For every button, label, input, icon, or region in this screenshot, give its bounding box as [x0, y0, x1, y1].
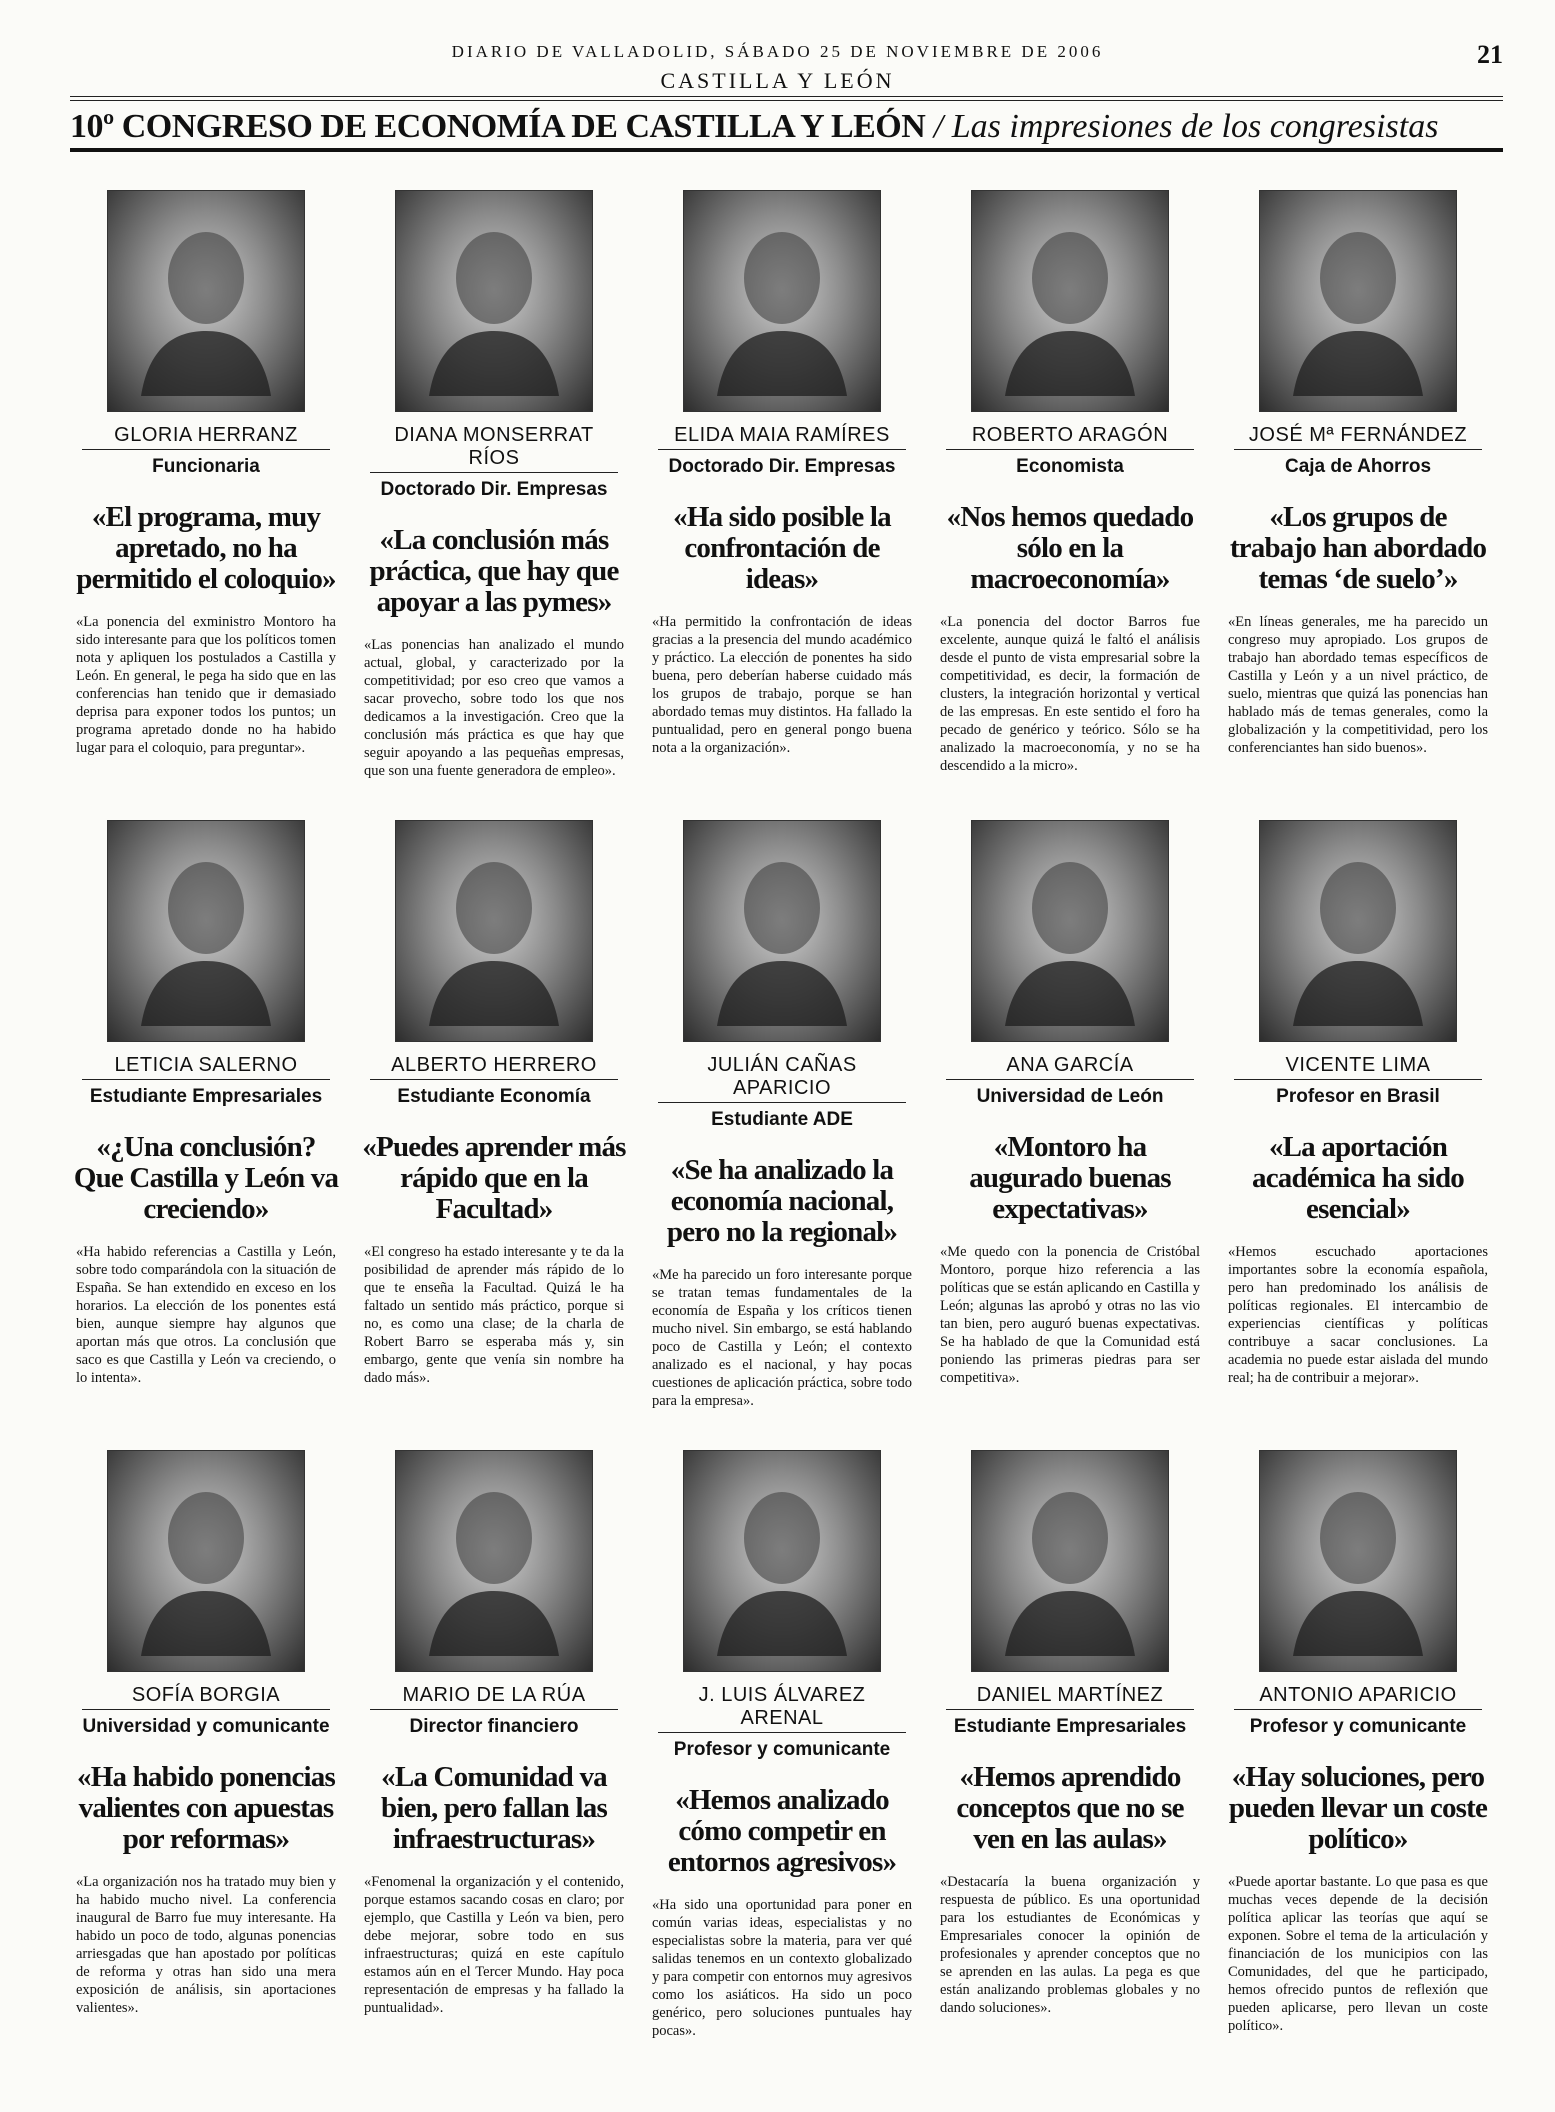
- pull-quote: «Hemos aprendido conceptos que no se ven en las aulas»: [956, 1761, 1184, 1855]
- portrait-photo: [1259, 190, 1457, 412]
- interview-text: «Ha sido una oportunidad para poner en común varias ideas, especialistas y no especialistas sobre la materia, para ver qué salidas tenemos en un contexto globalizado y para competir con entornos muy agresivos como los asiáticos. Ha sido un poco genérico, pero soluciones puntuales hay pocas».: [652, 1897, 912, 2039]
- interview-text: «La organización nos ha tratado muy bien y ha habido mucho nivel. La conferencia inaugural de Barro fue muy interesante. Ha habido un poco de todo, algunas ponencias arriesgadas que han apostado por políticas de reforma y otras han sido una mera exposición de análisis, sin aportaciones valientes».: [76, 1874, 336, 2016]
- person-role: Profesor en Brasil: [1276, 1086, 1440, 1107]
- person-name: DANIEL MARTÍNEZ: [946, 1684, 1194, 1710]
- interview-text: «Destacaría la buena organización y respuesta de público. Es una oportunidad para los estudiantes de Económicas y Empresariales conocer la opinión de profesionales y aprender conceptos que no se aprenden en las aulas. La pega es que están analizando problemas globales y no dando soluciones».: [940, 1874, 1200, 2016]
- person-name: ANTONIO APARICIO: [1234, 1684, 1482, 1710]
- person-silhouette-icon: [131, 1466, 281, 1656]
- person-role: Caja de Ahorros: [1284, 456, 1432, 477]
- portrait-photo: [683, 820, 881, 1042]
- portrait-photo: [683, 190, 881, 412]
- pull-quote: «Ha habido ponencias valientes con apuestas por reformas»: [77, 1761, 335, 1855]
- profile-card: [350, 810, 638, 1440]
- person-name: MARIO DE LA RÚA: [370, 1684, 618, 1710]
- person-silhouette-icon: [419, 206, 569, 396]
- pull-quote: «La aportación académica ha sido esencial»: [1252, 1131, 1464, 1225]
- person-silhouette-icon: [1283, 206, 1433, 396]
- pull-quote: «¿Una conclusión? Que Castilla y León va creciendo»: [73, 1131, 339, 1225]
- person-silhouette-icon: [131, 836, 281, 1026]
- section-title: CASTILLA Y LEÓN: [660, 68, 895, 93]
- section-banner: [70, 108, 1503, 146]
- profile-card: [926, 810, 1214, 1440]
- portrait-photo: [107, 1450, 305, 1672]
- person-name: J. LUIS ÁLVAREZ ARENAL: [658, 1684, 906, 1733]
- person-name: SOFÍA BORGIA: [82, 1684, 330, 1710]
- profile-card: [926, 180, 1214, 810]
- profile-card: [62, 1440, 350, 2070]
- person-name: ALBERTO HERRERO: [370, 1054, 618, 1080]
- portrait-photo: [971, 1450, 1169, 1672]
- person-role: Funcionaria: [152, 456, 260, 477]
- pull-quote: «La conclusión más práctica, que hay que apoyar a las pymes»: [369, 524, 619, 618]
- masthead: [70, 42, 1485, 94]
- profiles-grid: [62, 180, 1502, 2080]
- person-role: Director financiero: [409, 1716, 579, 1737]
- interview-text: «Ha habido referencias a Castilla y León, sobre todo comparándola con la situación de España. Se han extendido en exceso en los horarios. La elección de los ponentes está bien, aunque siempre hay algunos que aportan más que otros. La conclusión que saco es que Castilla y León va creciendo, o lo intenta».: [76, 1244, 336, 1386]
- interview-text: «El congreso ha estado interesante y te da la posibilidad de aprender más rápido de lo que te enseña la Facultad. Quizá le ha faltado un sentido más práctico, porque si no, es como una clase; de la charla de Robert Barro se esperaba más y, sin embargo, gente que venía sin nombre ha dado más».: [364, 1244, 624, 1386]
- pull-quote: «Hay soluciones, pero pueden llevar un coste político»: [1228, 1761, 1488, 1855]
- person-role: Profesor y comunicante: [673, 1739, 891, 1760]
- portrait-photo: [1259, 1450, 1457, 1672]
- person-role: Estudiante Empresariales: [89, 1086, 323, 1107]
- portrait-photo: [971, 190, 1169, 412]
- person-silhouette-icon: [995, 836, 1145, 1026]
- portrait-photo: [971, 820, 1169, 1042]
- person-role: Universidad y comunicante: [82, 1716, 330, 1737]
- person-silhouette-icon: [419, 1466, 569, 1656]
- header-rule-thin: [70, 100, 1503, 101]
- person-role: Estudiante Empresariales: [953, 1716, 1187, 1737]
- person-silhouette-icon: [1283, 1466, 1433, 1656]
- interview-text: «La ponencia del exministro Montoro ha sido interesante para que los políticos tomen nota y apliquen los postulados a Castilla y León. En general, le pega ha sido que en las conferencias han tenido que ir demasiado deprisa para exponer todos los puntos; un programa apretado donde no ha habido lugar para el coloquio, para preguntar».: [76, 614, 336, 756]
- profile-card: [350, 180, 638, 810]
- person-role: Profesor y comunicante: [1249, 1716, 1467, 1737]
- profile-card: [62, 810, 350, 1440]
- portrait-photo: [107, 820, 305, 1042]
- person-silhouette-icon: [995, 1466, 1145, 1656]
- pull-quote: «Hemos analizado cómo competir en entornos agresivos»: [667, 1784, 897, 1878]
- portrait-photo: [683, 1450, 881, 1672]
- banner-subtitle: / Las impresiones de los congresistas: [933, 108, 1439, 145]
- person-silhouette-icon: [707, 206, 857, 396]
- person-name: GLORIA HERRANZ: [82, 424, 330, 450]
- profile-card: [350, 1440, 638, 2070]
- interview-text: «Hemos escuchado aportaciones importantes sobre la economía española, pero han predominado los análisis de políticas regionales. El intercambio de experiencias científicas y políticas contribuye a sacar conclusiones. La academia no puede estar aislada del mundo real; ha de contribuir a mejorar».: [1228, 1244, 1488, 1386]
- person-silhouette-icon: [995, 206, 1145, 396]
- person-role: Doctorado Dir. Empresas: [668, 456, 896, 477]
- person-name: DIANA MONSERRAT RÍOS: [370, 424, 618, 473]
- interview-text: «Me quedo con la ponencia de Cristóbal Montoro, porque hizo referencia a las políticas que se están aplicando en Castilla y León; algunas las aprobó y otras no las vio tan bien, pero auguró buenas expectativas. Se ha hablado de que la Comunidad está poniendo las primeras piedras para ser competitiva».: [940, 1244, 1200, 1386]
- interview-text: «En líneas generales, me ha parecido un congreso muy apropiado. Los grupos de trabajo han abordado temas específicos de Castilla y León y a un nivel práctico, de suelo, mientras que quizá las ponencias han hablado más de temas generales, como la globalización y la competitividad, pero los conferenciantes han sido buenos».: [1228, 614, 1488, 756]
- page-number: 21: [1477, 40, 1503, 69]
- pull-quote: «Nos hemos quedado sólo en la macroeconomía»: [946, 501, 1194, 595]
- person-silhouette-icon: [707, 1466, 857, 1656]
- interview-text: «Ha permitido la confrontación de ideas gracias a la presencia del mundo académico y práctico. La elección de ponentes ha sido buena, pero deberían haberse cuidado más los grupos de trabajo, porque se han abordado temas muy distintos. Ha fallado la puntualidad, pero en general pongo buena nota a la organización».: [652, 614, 912, 756]
- banner-rule: [70, 148, 1503, 152]
- person-silhouette-icon: [131, 206, 281, 396]
- pull-quote: «Puedes aprender más rápido que en la Facultad»: [362, 1131, 626, 1225]
- pull-quote: «Los grupos de trabajo han abordado temas ‘de suelo’»: [1229, 501, 1487, 595]
- pull-quote: «Montoro ha augurado buenas expectativas»: [969, 1131, 1171, 1225]
- person-silhouette-icon: [1283, 836, 1433, 1026]
- person-name: ELIDA MAIA RAMÍRES: [658, 424, 906, 450]
- interview-text: «Fenomenal la organización y el contenido, porque estamos sacando cosas en claro; por ejemplo, que Castilla y León va bien, pero debe mejorar, sobre todo en sus infraestructuras; quizá en este capítulo estamos aún en el Tercer Mundo. Hay poca representación de empresas y ha fallado la puntualidad».: [364, 1874, 624, 2016]
- person-name: ROBERTO ARAGÓN: [946, 424, 1194, 450]
- pull-quote: «La Comunidad va bien, pero fallan las infraestructuras»: [381, 1761, 607, 1855]
- portrait-photo: [395, 820, 593, 1042]
- profile-card: [638, 180, 926, 810]
- pull-quote: «El programa, muy apretado, no ha permitido el coloquio»: [76, 501, 336, 595]
- profile-card: [1214, 1440, 1502, 2070]
- banner-title: 10º CONGRESO DE ECONOMÍA DE CASTILLA Y LEÓN: [70, 108, 926, 145]
- profile-card: [1214, 810, 1502, 1440]
- interview-text: «Las ponencias han analizado el mundo actual, global, y caracterizado por la competitividad; por eso creo que vamos a sacar provecho, sobre todo los que nos dedicamos a la investigación. Creo que la conclusión más práctica es que hay que seguir apoyando a las pequeñas empresas, que son una fuente generadora de empleo».: [364, 637, 624, 779]
- profile-card: [638, 810, 926, 1440]
- person-role: Estudiante ADE: [711, 1109, 853, 1130]
- profile-card: [926, 1440, 1214, 2070]
- header-rule: [70, 96, 1503, 97]
- person-silhouette-icon: [419, 836, 569, 1026]
- pull-quote: «Ha sido posible la confrontación de ideas»: [673, 501, 891, 595]
- person-role: Doctorado Dir. Empresas: [380, 479, 608, 500]
- interview-text: «Me ha parecido un foro interesante porque se tratan temas fundamentales de la economía de España y los críticos tienen mucho nivel. Sin embargo, se está hablando poco de Castilla y León; el contexto analizado es el nacional, y hay pocas cuestiones de aplicación práctica, sobre todo para la empresa».: [652, 1267, 912, 1409]
- portrait-photo: [395, 1450, 593, 1672]
- person-name: LETICIA SALERNO: [82, 1054, 330, 1080]
- person-name: JULIÁN CAÑAS APARICIO: [658, 1054, 906, 1103]
- person-name: VICENTE LIMA: [1234, 1054, 1482, 1080]
- person-name: ANA GARCÍA: [946, 1054, 1194, 1080]
- profile-card: [1214, 180, 1502, 810]
- profile-card: [62, 180, 350, 810]
- interview-text: «Puede aportar bastante. Lo que pasa es que muchas veces depende de la decisión política aplicar las teorías que aquí se exponen. Sobre el tema de la articulación y financiación de los municipios con las Comunidades, del que he participado, hemos ofrecido puntos de reflexión que pueden aplicarse, pero llevan un coste político».: [1228, 1874, 1488, 2034]
- person-name: JOSÉ Mª FERNÁNDEZ: [1234, 424, 1482, 450]
- portrait-photo: [1259, 820, 1457, 1042]
- person-role: Economista: [1016, 456, 1124, 477]
- portrait-photo: [107, 190, 305, 412]
- pull-quote: «Se ha analizado la economía nacional, pero no la regional»: [666, 1154, 898, 1248]
- profile-card: [638, 1440, 926, 2070]
- portrait-photo: [395, 190, 593, 412]
- interview-text: «La ponencia del doctor Barros fue excelente, aunque quizá le faltó el análisis desde el punto de vista empresarial sobre la competitividad, es decir, la formación de clusters, la integración horizontal y vertical de las empresas. En este sentido el foro ha pecado de genérico y teórico. Sólo se ha analizado la macroeconomía, y no se ha descendido a la micro».: [940, 614, 1200, 774]
- person-role: Estudiante Economía: [397, 1086, 591, 1107]
- person-role: Universidad de León: [976, 1086, 1164, 1107]
- person-silhouette-icon: [707, 836, 857, 1026]
- newspaper-dateline: DIARIO DE VALLADOLID, SÁBADO 25 DE NOVIEMBRE DE 2006: [451, 42, 1104, 61]
